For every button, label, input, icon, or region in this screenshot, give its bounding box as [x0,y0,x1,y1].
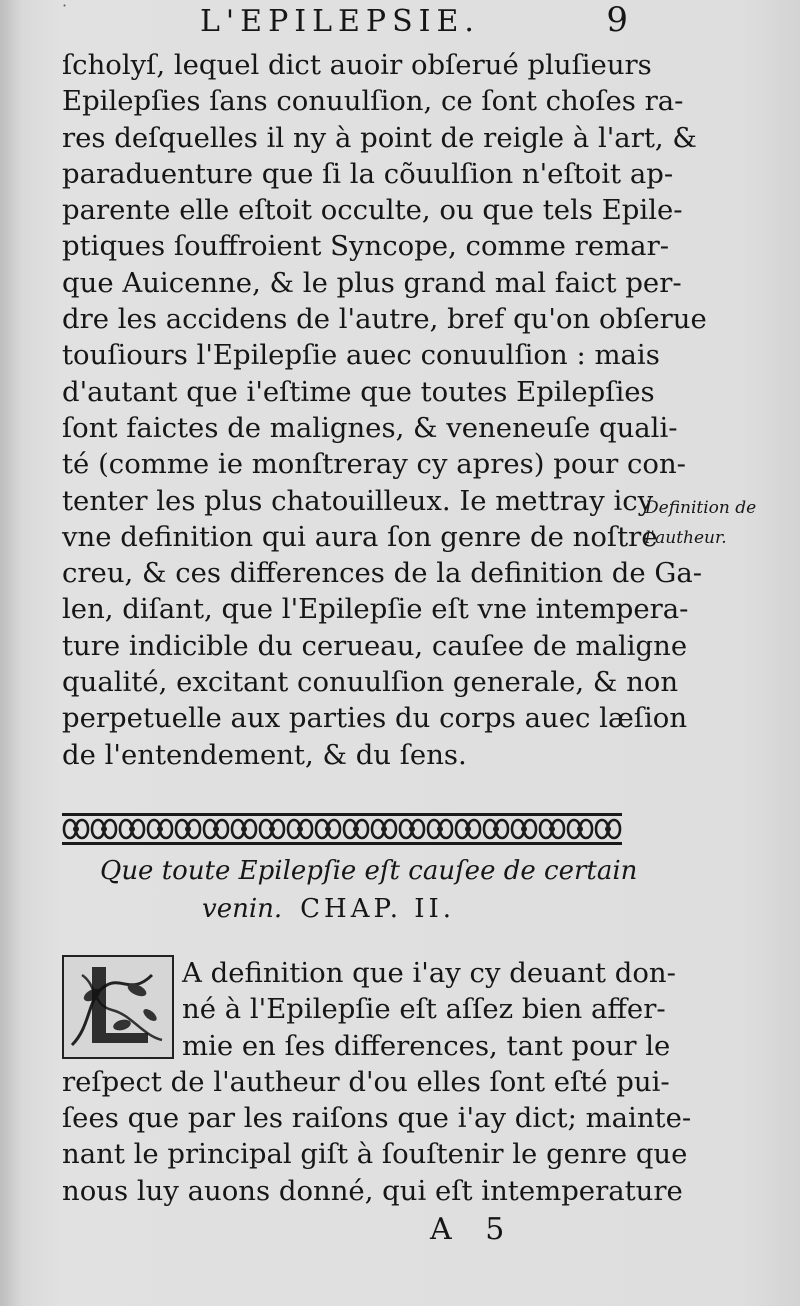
ornamental-band [62,812,622,846]
text-line: que Auicenne, & le plus grand mal faict per- [62,266,682,299]
text-line: paraduenture que ſi la cõuulſion n'eſtoit ap- [62,157,674,190]
text-line: ſont faictes de malignes, & veneneuſe quali- [62,411,678,444]
chapter-title-line: Que toute Epilepſie eſt cauſee de certain [100,856,638,886]
chapter-title-line: venin. [202,894,283,924]
signature-mark: A 5 [430,1212,517,1247]
text-line: nous luy auons donné, qui eſt intemperature [62,1174,683,1207]
text-line: touſiours l'Epilepſie auec conuulſion : mais [62,339,660,372]
text-line: ſees que par les raiſons que i'ay dict; mainte- [62,1102,692,1135]
margin-mark: · [62,0,68,15]
chapter-text-block [62,955,692,1209]
text-line: perpetuelle aux parties du corps auec læſion [62,702,688,735]
text-line: de l'entendement, & du ſens. [62,738,467,771]
text-line: d'autant que i'eſtime que toutes Epilepſies [62,375,655,408]
text-line: tenter les plus chatouilleux. Ie mettray icy [62,484,654,517]
text-line: né à l'Epilepſie eſt aſſez bien affer- [182,993,666,1026]
text-line: mie en ſes differences, tant pour le [182,1029,671,1062]
text-line: ture indicible du cerueau, cauſee de maligne [62,629,688,662]
marginal-note [645,493,795,553]
text-line: parente elle eſtoit occulte, ou que tels Epile- [62,194,683,227]
text-line: Epilepſies ſans conuulſion, ce ſont choſes ra- [62,85,684,118]
chapter-heading [100,852,638,928]
text-line: res deſquelles il ny à point de reigle à l'art, & [62,121,697,154]
text-line: qualité, excitant conuulſion generale, & non [62,666,679,699]
text-line: ptiques ſouffroient Syncope, comme remar- [62,230,670,263]
text-line: len, diſant, que l'Epilepſie eſt vne intempera- [62,593,689,626]
text-line: reſpect de l'autheur d'ou elles ſont eſté pui- [62,1065,670,1098]
marginal-note-line: l'autheur. [645,528,727,548]
text-line: A definition que i'ay cy deuant don- [182,957,676,989]
running-title: L'EPILEPSIE. [200,4,480,39]
marginal-note-line: Definition de [645,498,757,518]
text-line: vne definition qui aura ſon genre de noſtre [62,520,658,553]
text-line: dre les accidens de l'autre, bref qu'on obſerue [62,303,707,336]
chapter-number: CHAP. II. [300,894,456,924]
page-number: 9 [606,0,628,40]
text-line: ſcholyſ, lequel dict auoir obſerué pluſieurs [62,49,652,81]
text-line: creu, & ces differences de la definition de Ga- [62,557,703,590]
text-line: nant le principal giſt à ſouſtenir le genre que [62,1138,688,1171]
text-line: té (comme ie monſtreray cy apres) pour con- [62,448,686,481]
